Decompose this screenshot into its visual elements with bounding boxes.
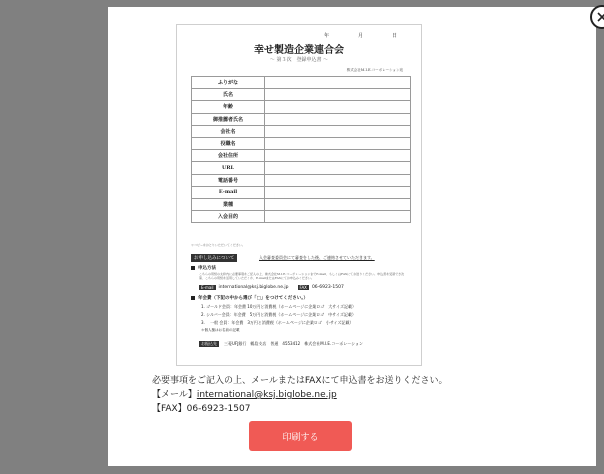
form-field-label: 入会目的 [192, 211, 265, 223]
form-row [192, 186, 411, 198]
form-field-value [265, 113, 411, 125]
close-icon [597, 12, 604, 22]
bank-tag: お振込先 [201, 341, 217, 346]
contact-row [199, 285, 344, 290]
fee-line: 2. シルバー会員：年会費 5万円と消費税（ホームページに企業ロゴ 中サイズ記載） [201, 312, 356, 317]
form-row [192, 150, 411, 162]
form-field-label: 業種 [192, 198, 265, 210]
fax-tag: FAX [299, 285, 307, 290]
form-field-value [265, 89, 411, 101]
form-field-label: 年齢 [192, 101, 265, 113]
bank-info: 三菱UFJ銀行 鶴島支店 普通 4553412 株式会社M.I.E.コーポレーション [224, 341, 364, 346]
form-row [192, 77, 411, 89]
fee-note: ＊個人様はお名前の記載 [201, 328, 240, 332]
form-field-label: 会社名 [192, 125, 265, 137]
form-field-label: E-mail [192, 186, 265, 198]
form-field-value [265, 77, 411, 89]
fee-line: 1. ゴールド会員：年会費 10万円と消費税（ホームページに企業ロゴ 大サイズ記載） [201, 304, 356, 309]
form-row [192, 137, 411, 149]
form-table [191, 76, 411, 223]
mail-line [152, 387, 472, 400]
form-subtitle: 〜 第３次 登録申込書 〜 [269, 57, 329, 63]
fee-title: 年会費（下記の中から選び「□」をつけてください。） [191, 295, 308, 301]
form-row [192, 174, 411, 186]
form-field-label: 会社住所 [192, 150, 265, 162]
form-title: 幸せ製造企業連合会 [254, 45, 344, 56]
form-field-value [265, 125, 411, 137]
form-row [192, 101, 411, 113]
form-field-value [265, 150, 411, 162]
mail-link[interactable]: international@ksj.biglobe.ne.jp [196, 390, 337, 400]
email-tag: E-mail [201, 285, 214, 290]
print-button[interactable]: 印刷する [249, 421, 352, 451]
form-field-label: ふりがな [192, 77, 265, 89]
close-button[interactable] [590, 5, 604, 29]
form-field-label: 電話番号 [192, 174, 265, 186]
email-value: international@ksj.biglobe.ne.jp [218, 285, 289, 290]
fee-line: 3. 一般 会員：年会費 3万円と消費税（ホームページに企業ロゴ 小サイズ記載） [201, 320, 354, 325]
form-field-label: 役職名 [192, 137, 265, 149]
bank-row [199, 341, 363, 347]
fax-value: 06-6923-1507 [311, 285, 344, 290]
method-text: こちらの用紙の太枠内に必要事項をご記入の上、株式会社M.I.E.コーポレーションまでE-mail、もしくはFAXにてお送りください。申込書を受領でき次第、こちらの用紙を活用していただくか、E-mailまたはFAXにてお申込みください。 [199, 272, 405, 280]
form-row [192, 125, 411, 137]
form-row [192, 211, 411, 223]
form-field-label: 御推薦者氏名 [192, 113, 265, 125]
form-field-value [265, 174, 411, 186]
form-row [192, 198, 411, 210]
copy-note: ＊コピーをおとりいただいてください。 [191, 243, 245, 247]
form-row [192, 113, 411, 125]
form-field-value [265, 198, 411, 210]
addressee-line: 株式会社M.I.E.コーポレーション宛 [346, 68, 403, 72]
instruction-text: 必要事項をご記入の上、メールまたはFAXにて申込書をお送りください。 [152, 376, 448, 386]
date-labels: 年 月 日 [323, 33, 409, 39]
form-field-value [265, 186, 411, 198]
form-field-value [265, 162, 411, 174]
application-form-preview [176, 24, 422, 366]
form-row [192, 162, 411, 174]
mail-prefix: 【メール】 [152, 390, 197, 400]
form-field-value [265, 211, 411, 223]
form-row [192, 89, 411, 101]
form-field-value [265, 101, 411, 113]
form-field-label: URL [192, 162, 265, 174]
form-field-label: 氏名 [192, 89, 265, 101]
apply-heading: お申し込みについて [191, 254, 237, 262]
fax-line: 【FAX】06-6923-1507 [152, 404, 251, 414]
form-field-value [265, 137, 411, 149]
apply-note: 入会審査委員会にて審査をした後、ご連絡させていただきます。 [259, 255, 375, 260]
method-title: 申込方法 [191, 265, 216, 271]
